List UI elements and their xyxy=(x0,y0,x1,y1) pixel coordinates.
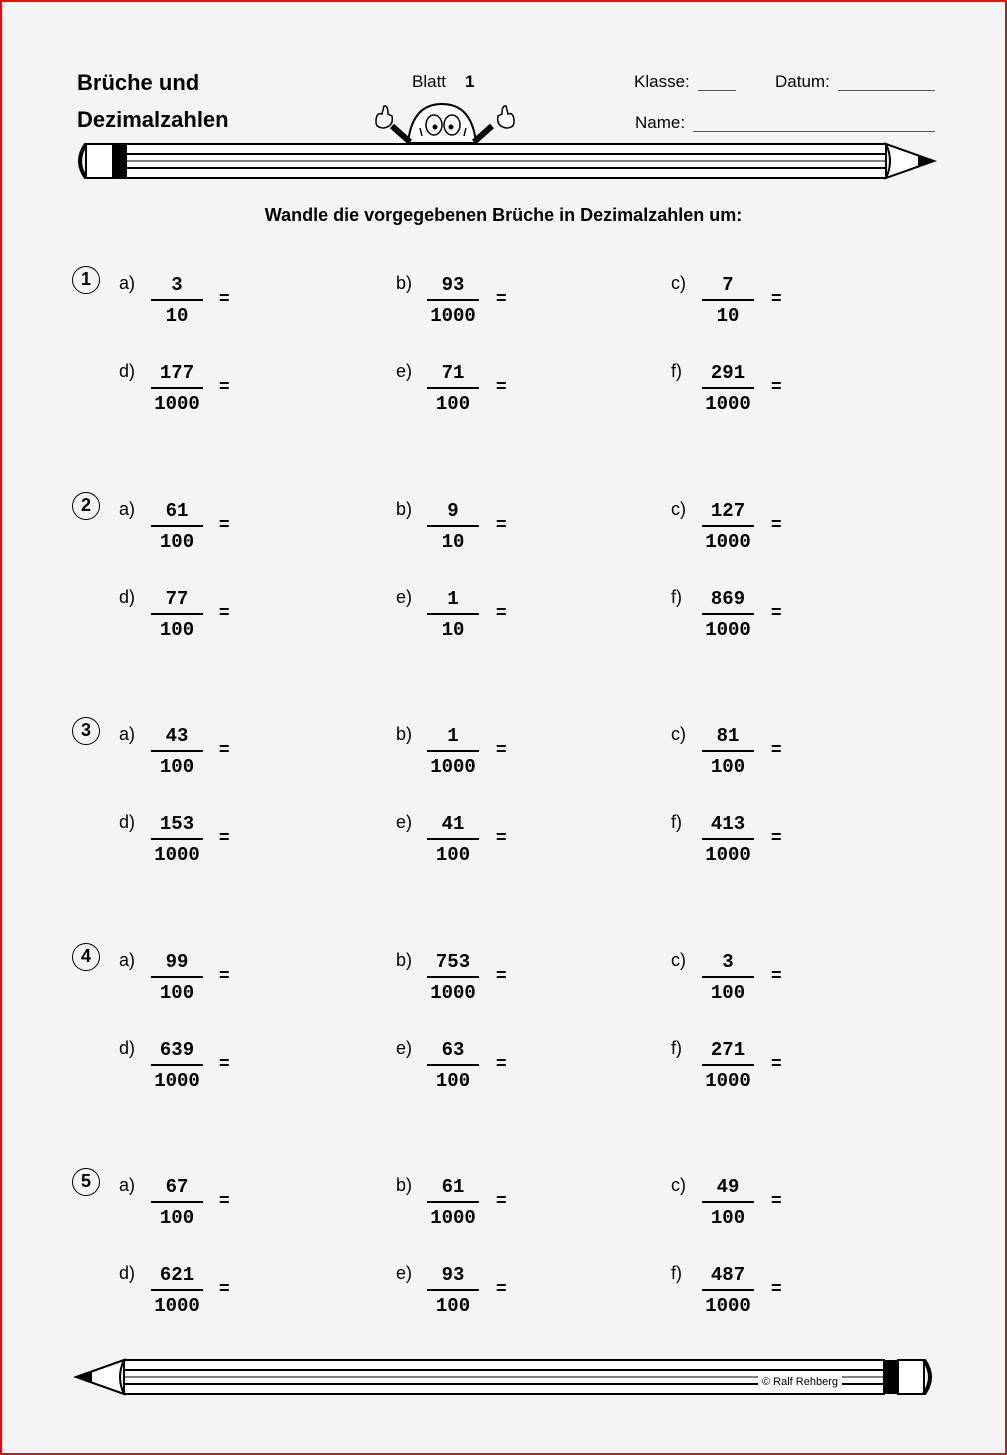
numerator: 7 xyxy=(722,274,734,296)
denominator: 1000 xyxy=(154,393,200,415)
equals-sign: = xyxy=(219,827,230,847)
fraction xyxy=(151,724,203,779)
fraction-bar xyxy=(427,299,479,301)
fraction xyxy=(427,950,479,1005)
blatt-number: 1 xyxy=(465,72,475,91)
fraction xyxy=(151,812,203,867)
denominator: 100 xyxy=(159,618,195,641)
item-label: b) xyxy=(396,724,413,744)
item-label: e) xyxy=(396,1263,413,1283)
equals-sign: = xyxy=(771,376,782,396)
numerator: 43 xyxy=(165,725,189,747)
item-label: e) xyxy=(396,1037,413,1058)
task-number: 4 xyxy=(72,943,100,971)
item-label: e) xyxy=(396,812,413,832)
item-label: b) xyxy=(396,949,413,970)
denominator: 10 xyxy=(165,305,189,327)
denominator: 1000 xyxy=(705,844,751,866)
fraction xyxy=(702,361,754,416)
fraction-bar xyxy=(427,525,479,527)
item-label: d) xyxy=(119,812,136,832)
numerator: 41 xyxy=(441,813,465,835)
denominator: 100 xyxy=(710,1207,746,1229)
denominator: 1000 xyxy=(430,981,476,1004)
denominator: 1000 xyxy=(430,1207,476,1229)
denominator: 1000 xyxy=(705,530,751,553)
datum-label: Datum: xyxy=(775,72,830,91)
numerator: 869 xyxy=(710,587,746,610)
numerator: 61 xyxy=(441,1176,465,1198)
equals-sign: = xyxy=(771,513,782,534)
item-label: b) xyxy=(396,498,413,519)
blatt-label: Blatt xyxy=(412,72,447,91)
item-label: b) xyxy=(396,1175,413,1195)
numerator: 61 xyxy=(165,499,189,522)
instruction: Wandle die vorgegebenen Brüche in Dezimalzahlen um: xyxy=(264,205,743,225)
name-label: Name: xyxy=(635,113,686,132)
denominator: 1000 xyxy=(154,1069,200,1092)
fraction xyxy=(151,273,203,328)
fraction-bar xyxy=(151,838,203,840)
fraction xyxy=(151,1038,203,1093)
task-number: 2 xyxy=(72,492,100,520)
fraction xyxy=(427,1175,479,1230)
equals-sign: = xyxy=(771,1052,782,1073)
denominator: 1000 xyxy=(430,756,476,778)
fraction xyxy=(151,587,203,642)
numerator: 81 xyxy=(716,725,740,747)
equals-sign: = xyxy=(219,1190,230,1210)
equals-sign: = xyxy=(496,1190,507,1210)
numerator: 153 xyxy=(159,813,195,835)
fraction-bar xyxy=(151,976,203,978)
equals-sign: = xyxy=(496,1278,507,1298)
numerator: 9 xyxy=(447,499,459,522)
fraction xyxy=(702,587,754,642)
item-label: d) xyxy=(119,586,136,607)
numerator: 1 xyxy=(447,725,459,747)
fraction-bar xyxy=(427,387,479,389)
fraction-bar xyxy=(151,525,203,527)
equals-sign: = xyxy=(219,376,230,396)
equals-sign: = xyxy=(771,739,782,759)
item-label: a) xyxy=(119,949,136,970)
fraction xyxy=(151,1175,203,1230)
numerator: 3 xyxy=(722,950,734,973)
fraction xyxy=(427,499,479,554)
fraction-bar xyxy=(427,1289,479,1291)
fraction xyxy=(427,724,479,779)
equals-sign: = xyxy=(219,288,230,308)
denominator: 100 xyxy=(710,756,746,778)
equals-sign: = xyxy=(496,376,507,396)
equals-sign: = xyxy=(219,513,230,534)
denominator: 10 xyxy=(441,530,465,553)
item-label: f) xyxy=(671,586,682,607)
item-label: c) xyxy=(671,949,686,970)
equals-sign: = xyxy=(496,739,507,759)
denominator: 100 xyxy=(159,530,195,553)
numerator: 93 xyxy=(441,274,465,296)
denominator: 100 xyxy=(435,393,471,415)
denominator: 100 xyxy=(435,844,471,866)
item-label: e) xyxy=(396,361,413,381)
fraction xyxy=(702,1175,754,1230)
mascot-face-icon xyxy=(370,100,520,145)
item-label: f) xyxy=(671,812,682,832)
fraction-bar xyxy=(427,838,479,840)
item-label: f) xyxy=(671,1263,682,1283)
numerator: 3 xyxy=(171,274,183,296)
numerator: 639 xyxy=(159,1038,195,1061)
fraction xyxy=(427,587,479,642)
equals-sign: = xyxy=(771,827,782,847)
numerator: 71 xyxy=(441,362,465,384)
numerator: 487 xyxy=(710,1264,746,1286)
numerator: 271 xyxy=(710,1038,746,1061)
fraction-bar xyxy=(702,1064,754,1066)
klasse-field[interactable] xyxy=(698,90,736,91)
item-label: d) xyxy=(119,361,136,381)
numerator: 413 xyxy=(710,813,746,835)
equals-sign: = xyxy=(496,288,507,308)
denominator: 1000 xyxy=(705,1295,751,1317)
fraction xyxy=(427,1038,479,1093)
numerator: 77 xyxy=(165,587,189,610)
equals-sign: = xyxy=(219,964,230,985)
denominator: 100 xyxy=(159,1207,195,1229)
name-field[interactable] xyxy=(693,131,935,132)
equals-sign: = xyxy=(771,1278,782,1298)
task-number: 5 xyxy=(72,1168,100,1196)
equals-sign: = xyxy=(219,1052,230,1073)
item-label: c) xyxy=(671,1175,686,1195)
numerator: 67 xyxy=(165,1176,189,1198)
fraction-bar xyxy=(702,613,754,615)
numerator: 127 xyxy=(710,499,746,522)
denominator: 1000 xyxy=(430,305,476,327)
fraction-bar xyxy=(702,299,754,301)
equals-sign: = xyxy=(771,1190,782,1210)
fraction xyxy=(427,273,479,328)
numerator: 177 xyxy=(159,362,195,384)
fraction-bar xyxy=(702,750,754,752)
fraction xyxy=(702,724,754,779)
item-label: c) xyxy=(671,498,686,519)
fraction-bar xyxy=(427,1201,479,1203)
numerator: 63 xyxy=(441,1038,465,1061)
fraction xyxy=(151,499,203,554)
fraction-bar xyxy=(151,613,203,615)
item-label: d) xyxy=(119,1037,136,1058)
denominator: 1000 xyxy=(705,393,751,415)
item-label: f) xyxy=(671,361,682,381)
pencil-top-icon xyxy=(72,140,938,182)
title-line-2: Dezimalzahlen xyxy=(77,107,229,132)
fraction-bar xyxy=(427,750,479,752)
denominator: 1000 xyxy=(705,618,751,641)
fraction-bar xyxy=(427,613,479,615)
fraction xyxy=(702,812,754,867)
fraction-bar xyxy=(151,1289,203,1291)
denominator: 100 xyxy=(159,756,195,778)
equals-sign: = xyxy=(496,513,507,534)
fraction-bar xyxy=(151,299,203,301)
fraction-bar xyxy=(151,1201,203,1203)
equals-sign: = xyxy=(496,964,507,985)
fraction-bar xyxy=(427,1064,479,1066)
equals-sign: = xyxy=(219,739,230,759)
denominator: 10 xyxy=(441,618,465,641)
numerator: 291 xyxy=(710,362,746,384)
fraction xyxy=(702,1263,754,1318)
fraction xyxy=(702,273,754,328)
item-label: c) xyxy=(671,724,686,744)
copyright: © Ralf Rehberg xyxy=(758,1376,842,1388)
fraction xyxy=(702,950,754,1005)
denominator: 100 xyxy=(435,1295,471,1317)
fraction-bar xyxy=(702,1289,754,1291)
item-label: d) xyxy=(119,1263,136,1283)
fraction-bar xyxy=(702,1201,754,1203)
fraction-bar xyxy=(151,387,203,389)
equals-sign: = xyxy=(496,1052,507,1073)
klasse-label: Klasse: xyxy=(634,72,690,91)
equals-sign: = xyxy=(219,1278,230,1298)
numerator: 1 xyxy=(447,587,459,610)
item-label: f) xyxy=(671,1037,682,1058)
equals-sign: = xyxy=(496,827,507,847)
fraction-bar xyxy=(151,1064,203,1066)
denominator: 100 xyxy=(159,981,195,1004)
numerator: 621 xyxy=(159,1264,195,1286)
item-label: a) xyxy=(119,724,136,744)
item-label: b) xyxy=(396,273,413,293)
item-label: a) xyxy=(119,498,136,519)
denominator: 1000 xyxy=(705,1069,751,1092)
item-label: e) xyxy=(396,586,413,607)
equals-sign: = xyxy=(496,601,507,622)
fraction xyxy=(702,499,754,554)
numerator: 93 xyxy=(441,1264,465,1286)
item-label: c) xyxy=(671,273,686,293)
equals-sign: = xyxy=(771,288,782,308)
fraction xyxy=(151,1263,203,1318)
fraction xyxy=(151,950,203,1005)
equals-sign: = xyxy=(771,964,782,985)
task-number: 1 xyxy=(72,266,100,294)
equals-sign: = xyxy=(771,601,782,622)
denominator: 100 xyxy=(710,981,746,1004)
fraction-bar xyxy=(427,976,479,978)
equals-sign: = xyxy=(219,601,230,622)
numerator: 49 xyxy=(716,1176,740,1198)
denominator: 100 xyxy=(435,1069,471,1092)
task-number: 3 xyxy=(72,717,100,745)
fraction-bar xyxy=(151,750,203,752)
fraction xyxy=(151,361,203,416)
fraction-bar xyxy=(702,387,754,389)
item-label: a) xyxy=(119,1175,136,1195)
denominator: 1000 xyxy=(154,1295,200,1317)
datum-field[interactable] xyxy=(838,90,935,91)
denominator: 10 xyxy=(716,305,740,327)
numerator: 99 xyxy=(165,950,189,973)
title-line-1: Brüche und xyxy=(77,70,200,95)
fraction xyxy=(427,361,479,416)
fraction xyxy=(427,1263,479,1318)
fraction-bar xyxy=(702,838,754,840)
denominator: 1000 xyxy=(154,844,200,866)
fraction-bar xyxy=(702,976,754,978)
item-label: a) xyxy=(119,273,136,293)
fraction xyxy=(702,1038,754,1093)
fraction-bar xyxy=(702,525,754,527)
numerator: 753 xyxy=(435,950,471,973)
fraction xyxy=(427,812,479,867)
